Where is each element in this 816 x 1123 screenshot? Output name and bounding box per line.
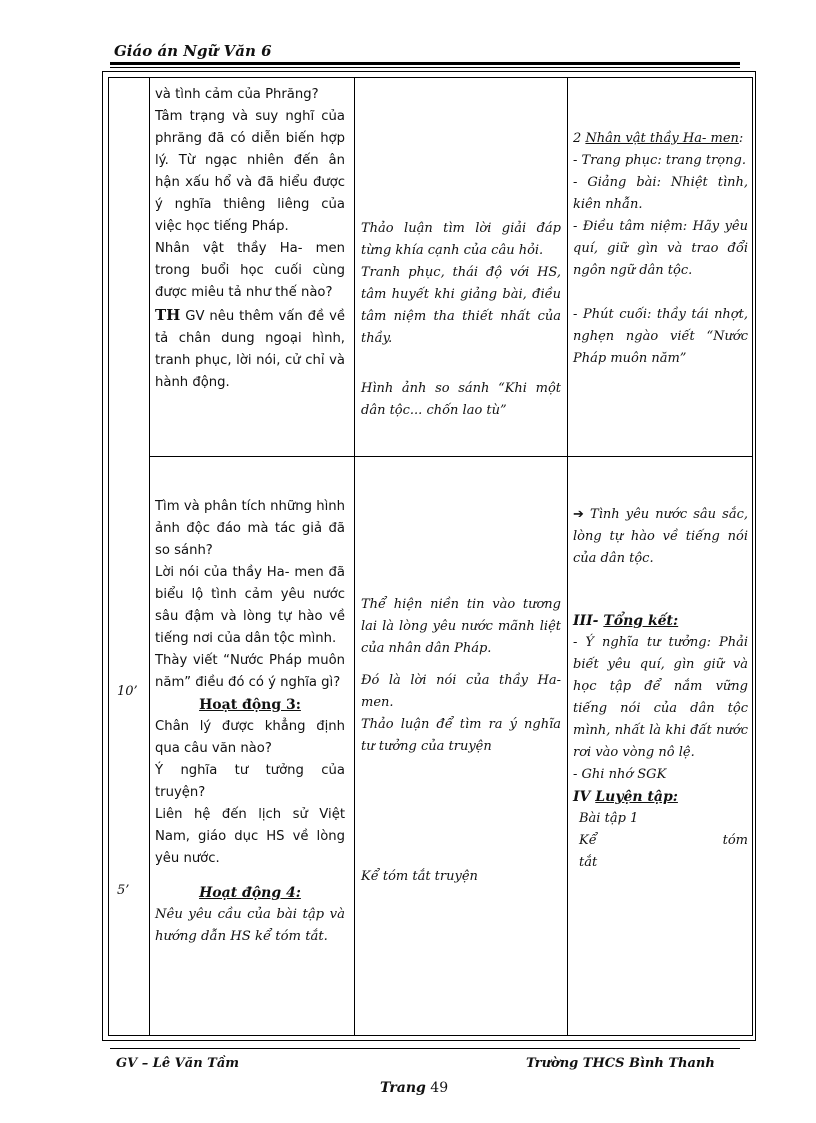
column-divider-3 xyxy=(567,78,568,1035)
section-3-heading xyxy=(573,610,748,632)
student-text: Thảo luận tìm lời giải đáp từng khía cạnh của câu hỏi. xyxy=(361,221,561,258)
section-colon: : xyxy=(738,131,744,146)
document-header-title: Giáo án Ngữ Văn 6 xyxy=(114,42,272,60)
teacher-text: Ý nghĩa tư tưởng của truyện? xyxy=(155,763,345,800)
section-title: Nhân vật thầy Ha- men xyxy=(585,131,739,146)
teacher-text: và tình cảm của Phrăng? xyxy=(155,87,319,102)
teacher-text: Lời nói của thầy Ha- men đã biểu lộ tình cảm yêu nước sâu đậm và lòng tự hào về tiếng nơi của dân tộc mình. xyxy=(155,565,345,646)
section-title: Tổng kết: xyxy=(603,613,679,629)
teacher-text: Liên hệ đến lịch sử Việt Nam, giáo dục HS về lòng yêu nước. xyxy=(155,807,345,866)
th-label: TH xyxy=(155,306,181,324)
student-text: Hình ảnh so sánh “Khi một dân tộc... chốn lao tù” xyxy=(361,381,561,418)
teacher-column-bottom xyxy=(155,496,345,948)
content-text-inline: Tình yêu nước sâu sắc, lòng tự hào về tiếng nói của dân tộc. xyxy=(573,507,748,566)
activity-3-heading: Hoạt động 3: xyxy=(199,697,301,713)
teacher-text xyxy=(155,304,345,394)
content-column-bottom xyxy=(573,504,748,874)
teacher-text: Tìm và phân tích những hình ảnh độc đáo mà tác giả đã so sánh? xyxy=(155,499,345,558)
student-text: Đó là lời nói của thầy Ha- men. xyxy=(361,673,561,710)
teacher-text-inline: GV nêu thêm vấn đề về tả chân dung ngoại hình, tranh phục, lời nói, cử chỉ và hành động. xyxy=(155,309,345,390)
teacher-text: Thày viết “Nước Pháp muôn năm” điều đó có ý nghĩa gì? xyxy=(155,653,345,690)
time-marker-10: 10’ xyxy=(117,684,138,699)
time-marker-5: 5’ xyxy=(117,883,130,898)
content-text: Bài tập 1 xyxy=(579,811,639,826)
header-rule-thick xyxy=(110,62,740,65)
activity-4-heading: Hoạt động 4: xyxy=(199,885,301,901)
teacher-text: Chân lý được khẳng định qua câu văn nào? xyxy=(155,719,345,756)
student-text: Thảo luận để tìm ra ý nghĩa tư tưởng của truyện xyxy=(361,717,561,754)
content-text: - Ý nghĩa tư tưởng: Phải biết yêu quí, gìn giữ và học tập để nắm vững tiếng nói của dân tộc mình, nhất là khi đất nước rơi vào vòng nô lệ. xyxy=(573,635,748,760)
content-text: - Trang phục: trang trọng. xyxy=(573,153,746,168)
section-number: IV xyxy=(573,789,596,805)
content-text: - Điều tâm niệm: Hãy yêu quí, giữ gìn và trao đổi ngôn ngữ dân tộc. xyxy=(573,219,748,278)
section-title: Luyện tập: xyxy=(595,789,678,805)
column-divider-2 xyxy=(354,78,355,1035)
content-text xyxy=(573,504,748,570)
teacher-text: Tâm trạng và suy nghĩ của phrăng đã có diễn biến hợp lý. Từ ngạc nhiên đến ân hận xấu hổ và đã hiểu được ý nghĩa thiêng liêng của việc học tiếng Pháp. xyxy=(155,109,345,234)
section-4-heading xyxy=(573,786,748,808)
section-number: 2 xyxy=(573,131,586,146)
lesson-table xyxy=(108,77,753,1036)
content-column-top xyxy=(573,128,748,370)
footer-rule xyxy=(110,1048,740,1049)
row-divider xyxy=(149,456,752,457)
footer-school: Trường THCS Bình Thanh xyxy=(526,1056,715,1071)
content-text: Kể tóm tắt xyxy=(579,833,748,870)
student-text: Thể hiện niền tin vào tương lai là lòng yêu nước mãnh liệt của nhân dân Pháp. xyxy=(361,597,561,656)
footer-teacher: GV – Lê Văn Tầm xyxy=(116,1056,240,1071)
page-label: Trang xyxy=(380,1080,426,1096)
teacher-text: Nhân vật thầy Ha- men trong buổi học cuối cùng được miêu tả như thế nào? xyxy=(155,241,345,300)
student-text: Kể tóm tắt truyện xyxy=(361,869,478,884)
student-text: Tranh phục, thái độ với HS, tâm huyết khi giảng bài, điều tâm niệm tha thiết nhất của thầy. xyxy=(361,265,561,346)
page-number xyxy=(380,1080,448,1096)
teacher-text: Nêu yêu cầu của bài tập và hướng dẫn HS kể tóm tắt. xyxy=(155,907,345,944)
column-divider-1 xyxy=(149,78,150,1035)
teacher-column-top xyxy=(155,84,345,394)
student-column-top xyxy=(361,218,561,422)
content-text: - Ghi nhớ SGK xyxy=(573,767,667,782)
content-text: - Giảng bài: Nhiệt tình, kiên nhẫn. xyxy=(573,175,748,212)
content-text: - Phút cuối: thầy tái nhợt, nghẹn ngào viết “Nước Pháp muôn năm” xyxy=(573,307,748,366)
arrow-icon: ➔ xyxy=(573,507,584,522)
page-number-value: 49 xyxy=(430,1080,449,1096)
section-2-heading xyxy=(573,128,748,150)
section-number: III- xyxy=(573,613,604,629)
student-column-bottom xyxy=(361,594,561,888)
header-rule-thin xyxy=(110,67,740,68)
